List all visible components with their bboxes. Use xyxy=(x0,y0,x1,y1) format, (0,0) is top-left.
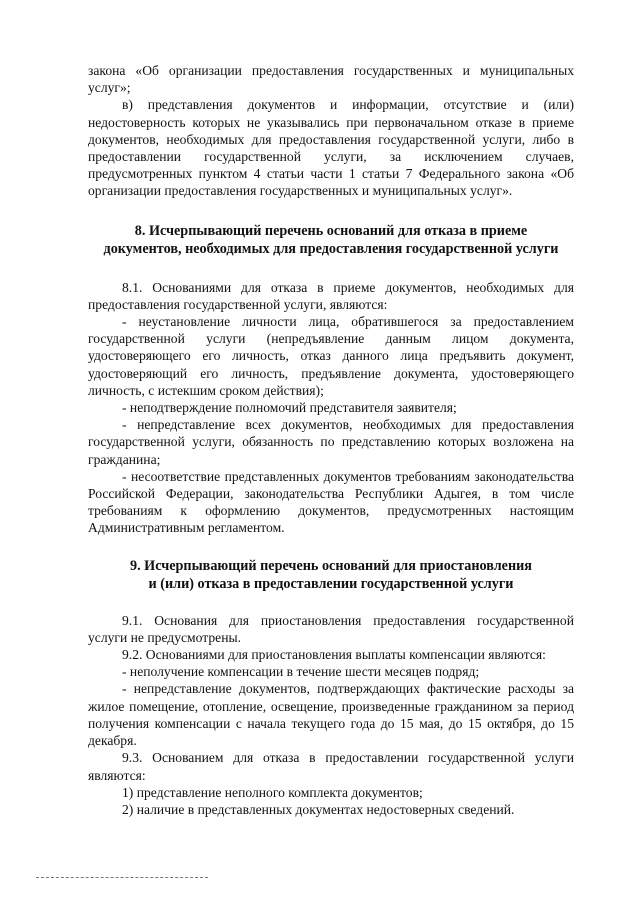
section8-bullet-3: - непредставление всех документов, необходимых для предоставления государственной услуги, обязанность по представлению которых возложена на гражданина; xyxy=(88,417,574,467)
section9-numbered-1: 1) представление неполного комплекта документов; xyxy=(122,784,423,800)
section8-bullet-2: - неподтверждение полномочий представителя заявителя; xyxy=(122,400,457,416)
section8-title-line2: документов, необходимых для предоставления государственной услуги xyxy=(103,240,559,257)
section9-title-line1: 9. Исчерпывающий перечень оснований для приостановления xyxy=(129,557,532,574)
section8-title-line1: 8. Исчерпывающий перечень оснований для отказа в приеме xyxy=(134,222,528,239)
section8-bullet-4: - несоответствие представленных документов требованиям законодательства Российской Федерации, законодательства Республики Адыгея, в том числе требованиям к оформлению документов, предусмотренных настоящим Административным регламентом. xyxy=(88,468,574,536)
section9-paragraph-9-2: 9.2. Основаниями для приостановления выплаты компенсации являются: xyxy=(122,647,546,663)
section9-paragraph-9-1: 9.1. Основания для приостановления предоставления государственной услуги не предусмотрены. xyxy=(88,612,574,645)
section8-title xyxy=(88,222,574,258)
section9-bullet-2: - непредставление документов, подтверждающих фактические расходы за жилое помещение, отопление, освещение, произведенные гражданином за период получения компенсации с начала текущего года до 15 мая, до 15 октября, до 15 декабря. xyxy=(88,681,574,749)
section9-title xyxy=(88,557,574,593)
section9-bullet-1: - неполучение компенсации в течение шести месяцев подряд; xyxy=(122,664,480,680)
section9-paragraph-9-3: 9.3. Основанием для отказа в предоставлении государственной услуги являются: xyxy=(88,750,574,783)
page-content xyxy=(88,62,574,818)
intro-item-v: в) представления документов и информации, отсутствие и (или) недостоверность которых не указывались при первоначальном отказе в приеме документов, необходимых для предоставления государственной услуги, либо в предоставлении государственной услуги, за исключением случаев, предусмотренных пунктом 4 статьи части 1 статьи 7 Федерального закона «Об организации предоставления государственных и муниципальных услуг». xyxy=(88,97,574,199)
section8-bullet-1: - неустановление личности лица, обратившегося за предоставлением государственной услуги (непредъявление данным лицом документа, удостоверяющего его личность, отказ данного лица предъявить документ, удостоверяющий его личность, предъявление документа, удостоверяющего личность, с истекшим сроком действия); xyxy=(88,314,574,398)
section9-numbered-2: 2) наличие в представленных документах недостоверных сведений. xyxy=(122,801,515,817)
section9-title-line2: и (или) отказа в предоставлении государственной услуги xyxy=(148,575,514,592)
section8-paragraph-8-1: 8.1. Основаниями для отказа в приеме документов, необходимых для предоставления государственной услуги, являются: xyxy=(88,279,574,312)
intro-continuation: закона «Об организации предоставления государственных и муниципальных услуг»; xyxy=(88,63,574,96)
footer-divider xyxy=(36,877,208,878)
